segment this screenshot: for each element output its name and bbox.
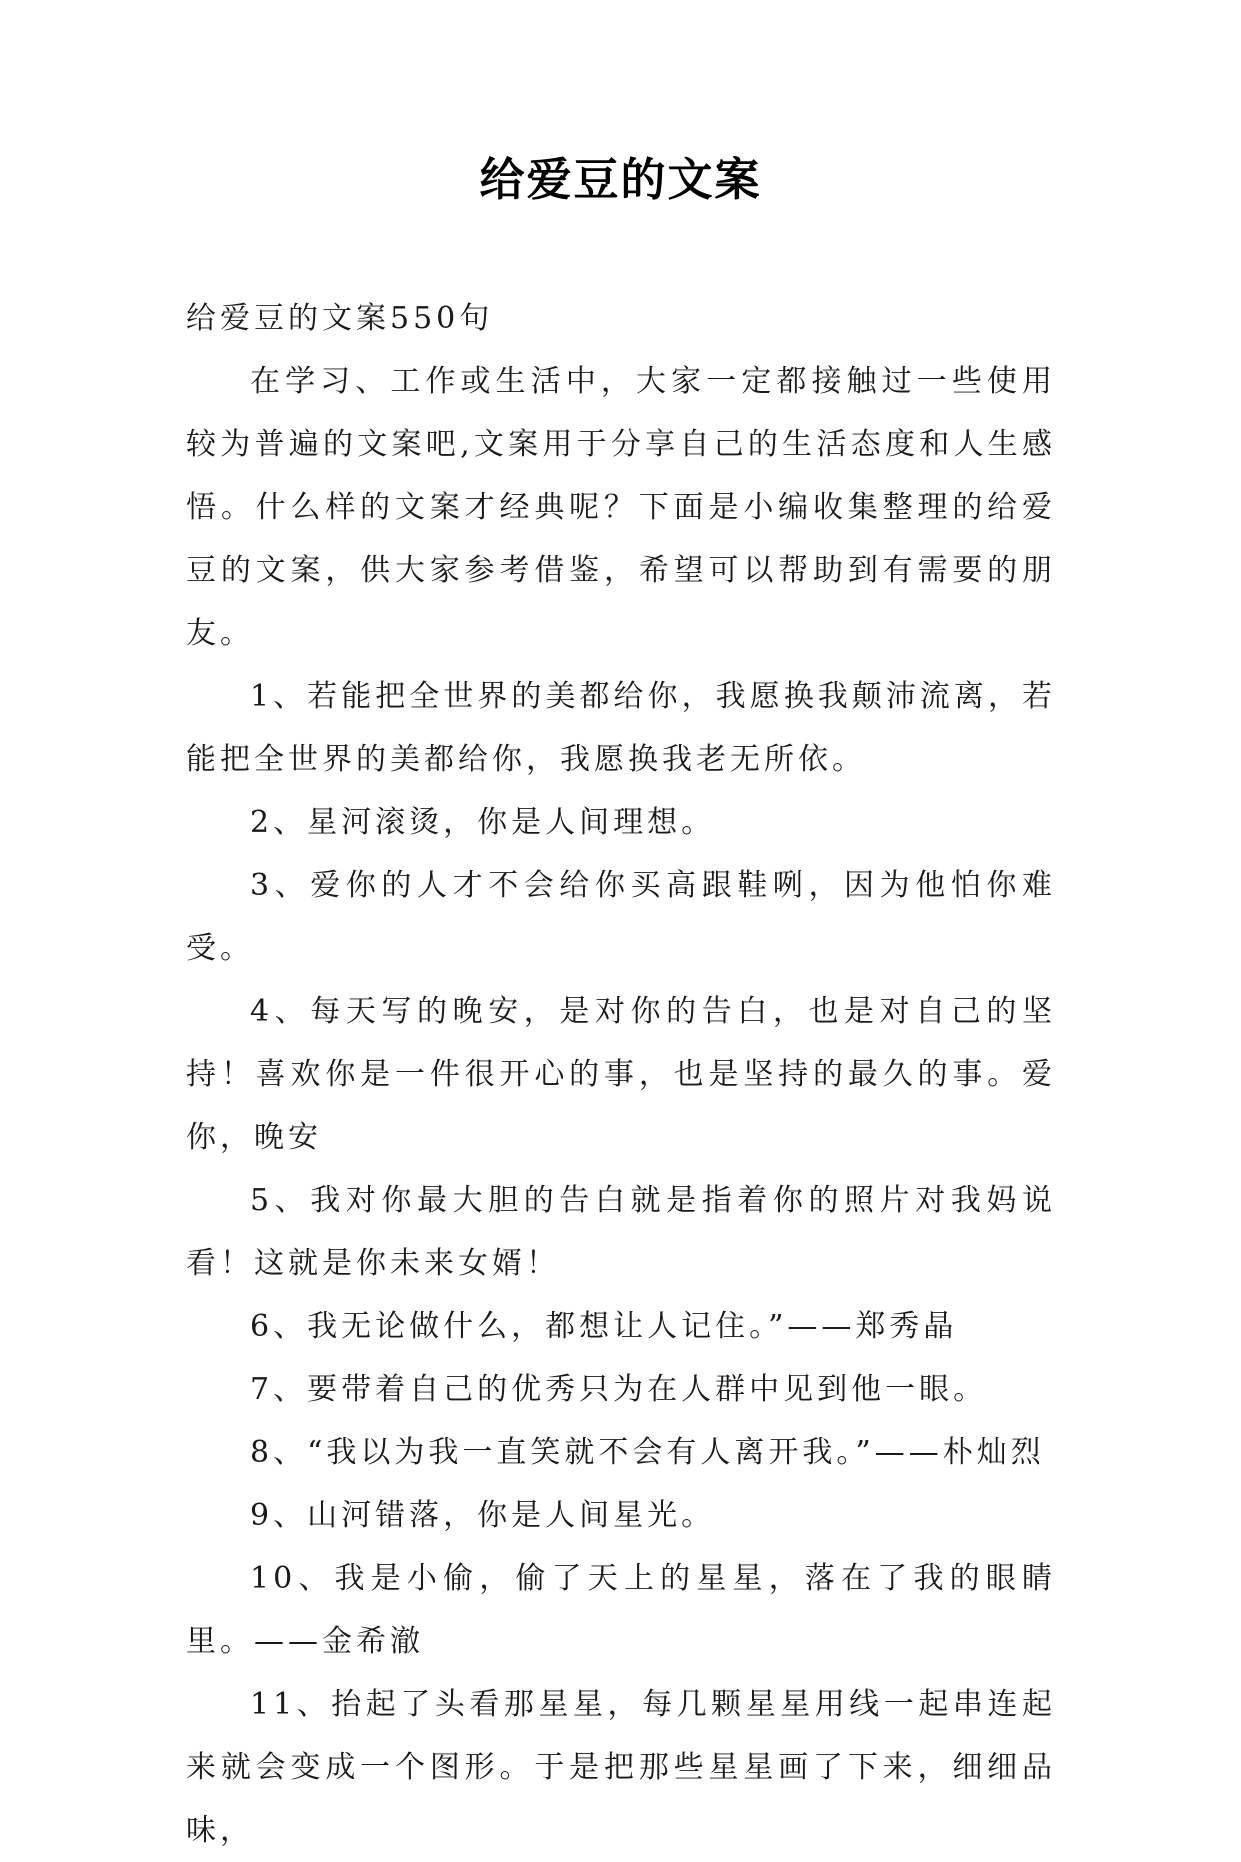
list-item: 2、星河滚烫，你是人间理想。 xyxy=(250,805,716,840)
list-item: 11、抬起了头看那星星，每几颗星星用线一起串连起来就会变成一个图形。于是把那些星星画了下来，细细品味， xyxy=(186,1687,1056,1848)
intro-paragraph: 在学习、工作或生活中，大家一定都接触过一些使用较为普遍的文案吧,文案用于分享自己的生活态度和人生感悟。什么样的文案才经典呢？下面是小编收集整理的给爱豆的文案，供大家参考借鉴，希望可以帮助到有需要的朋友。 xyxy=(186,364,1056,651)
document-title: 给爱豆的文案 xyxy=(479,153,762,206)
list-item: 1、若能把全世界的美都给你，我愿换我颠沛流离，若能把全世界的美都给你，我愿换我老无所依。 xyxy=(186,679,1056,777)
list-item: 6、我无论做什么，都想让人记住。”——郑秀晶 xyxy=(250,1309,958,1344)
document-body xyxy=(186,287,1056,1862)
list-item: 8、“我以为我一直笑就不会有人离开我。”——朴灿烈 xyxy=(250,1435,1045,1470)
list-item: 7、要带着自己的优秀只为在人群中见到他一眼。 xyxy=(250,1372,988,1407)
list-item: 9、山河错落，你是人间星光。 xyxy=(250,1498,716,1533)
list-item: 10、我是小偷，偷了天上的星星，落在了我的眼睛里。——金希澈 xyxy=(186,1561,1056,1659)
list-item: 4、每天写的晚安，是对你的告白，也是对自己的坚持！喜欢你是一件很开心的事，也是坚持的最久的事。爱你，晚安 xyxy=(186,994,1056,1155)
list-item: 3、爱你的人才不会给你买高跟鞋咧，因为他怕你难受。 xyxy=(186,868,1056,966)
document-subtitle: 给爱豆的文案550句 xyxy=(186,301,494,336)
list-item: 5、我对你最大胆的告白就是指着你的照片对我妈说看！这就是你未来女婿！ xyxy=(186,1183,1056,1281)
